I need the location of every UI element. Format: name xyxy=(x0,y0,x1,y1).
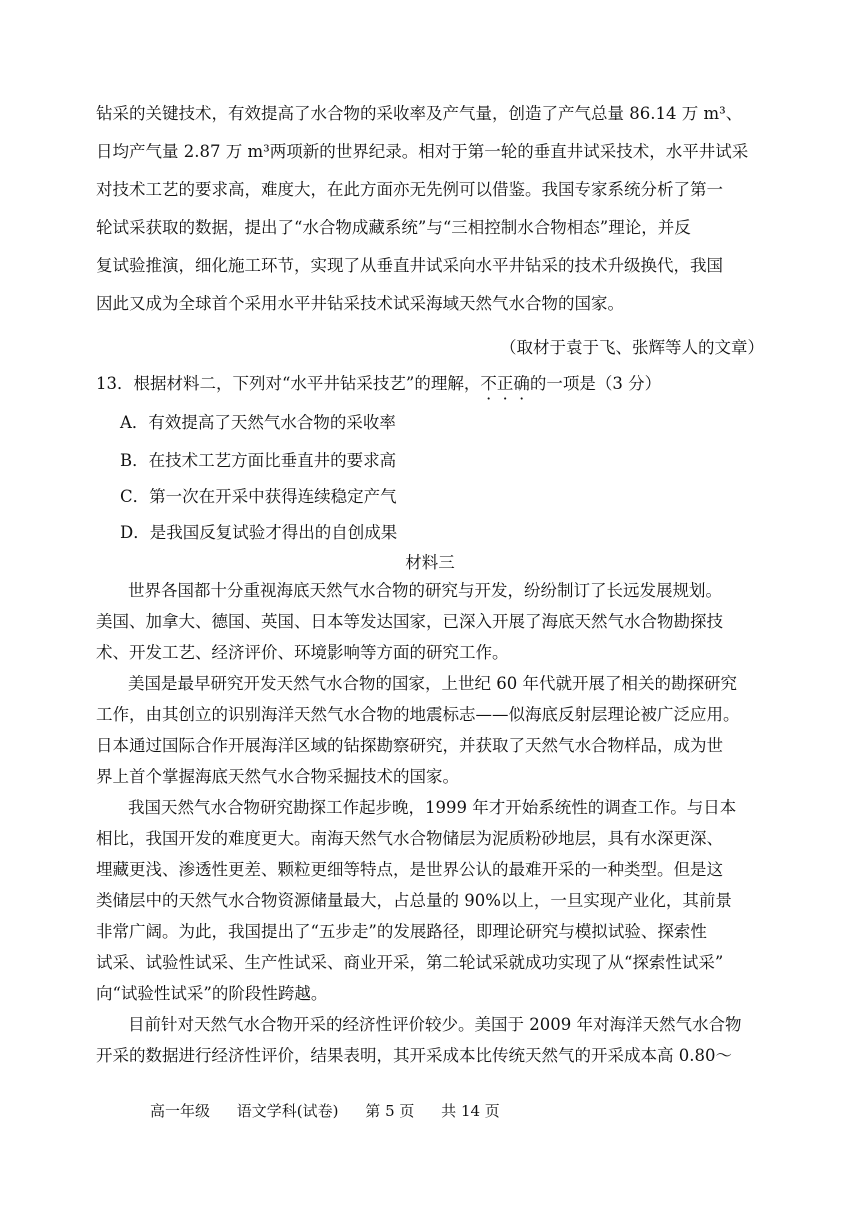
question-13 xyxy=(96,373,661,395)
body-line: 轮试采获取的数据，提出了“水合物成藏系统”与“三相控制水合物相态”理论，并反 xyxy=(96,218,691,237)
body-line: 美国、加拿大、德国、英国、日本等发达国家，已深入开展了海底天然气水合物勘探技 xyxy=(96,612,723,631)
option-b: B．在技术工艺方面比垂直井的要求高 xyxy=(120,451,397,470)
body-line: 目前针对天然气水合物开采的经济性评价较少。美国于 2009 年对海洋天然气水合物 xyxy=(128,1015,742,1034)
material3-heading: 材料三 xyxy=(405,553,455,572)
question-prefix: 13．根据材料二，下列对“水平井钻采技艺”的理解， xyxy=(96,374,481,393)
body-line: 开采的数据进行经济性评价，结果表明，其开采成本比传统天然气的开采成本高 0.80～ xyxy=(96,1046,732,1065)
body-line: 类储层中的天然气水合物资源储量最大，占总量的 90%以上，一旦实现产业化，其前景 xyxy=(96,891,732,910)
body-line: 相比，我国开发的难度更大。南海天然气水合物储层为泥质粉砂地层，具有水深更深、 xyxy=(96,829,723,848)
footer-subject: 语文学科(试卷) xyxy=(236,1102,339,1120)
body-line: 日本通过国际合作开展海洋区域的钻探勘察研究，并获取了天然气水合物样品，成为世 xyxy=(96,736,723,755)
body-line: 美国是最早研究开发天然气水合物的国家，上世纪 60 年代就开展了相关的勘探研究 xyxy=(128,674,737,693)
source-citation: （取材于袁于飞、张辉等人的文章） xyxy=(500,338,764,357)
body-line: 日均产气量 2.87 万 m³两项新的世界纪录。相对于第一轮的垂直井试采技术，水平井试采 xyxy=(96,142,749,161)
body-line: 复试验推演，细化施工环节，实现了从垂直井试采向水平井钻采的技术升级换代，我国 xyxy=(96,256,723,275)
option-a: A．有效提高了天然气水合物的采收率 xyxy=(120,413,396,432)
body-line: 对技术工艺的要求高，难度大，在此方面亦无先例可以借鉴。我国专家系统分析了第一 xyxy=(96,180,723,199)
footer-grade: 高一年级 xyxy=(150,1102,211,1120)
body-line: 钻采的关键技术，有效提高了水合物的采收率及产气量，创造了产气总量 86.14 万 m³、 xyxy=(96,104,743,123)
body-line: 试采、试验性试采、生产性试采、商业开采，第二轮试采就成功实现了从“探索性试采” xyxy=(96,953,724,972)
emphasis-char: 正 xyxy=(496,374,514,393)
footer-page: 第 5 页 xyxy=(365,1102,415,1120)
emphasis-char: 不 xyxy=(480,374,497,393)
body-line: 我国天然气水合物研究勘探工作起步晚，1999 年才开始系统性的调查工作。与日本 xyxy=(128,798,737,817)
page-footer xyxy=(150,1100,522,1121)
body-line: 向“试验性试采”的阶段性跨越。 xyxy=(96,984,328,1003)
emphasis-char: 确 xyxy=(513,374,530,393)
body-line: 埋藏更浅、渗透性更差、颗粒更细等特点，是世界公认的最难开采的一种类型。但是这 xyxy=(96,860,723,879)
body-line: 因此又成为全球首个采用水平井钻采技术试采海域天然气水合物的国家。 xyxy=(96,294,624,313)
footer-total: 共 14 页 xyxy=(441,1102,500,1120)
question-suffix: 的一项是（3 分） xyxy=(529,374,662,393)
option-d: D．是我国反复试验才得出的自创成果 xyxy=(120,523,398,542)
body-line: 世界各国都十分重视海底天然气水合物的研究与开发，纷纷制订了长远发展规划。 xyxy=(128,581,722,600)
body-line: 界上首个掌握海底天然气水合物采掘技术的国家。 xyxy=(96,767,459,786)
option-c: C．第一次在开采中获得连续稳定产气 xyxy=(120,487,397,506)
body-line: 工作，由其创立的识别海洋天然气水合物的地震标志——似海底反射层理论被广泛应用。 xyxy=(96,705,740,724)
body-line: 术、开发工艺、经济评价、环境影响等方面的研究工作。 xyxy=(96,643,509,662)
body-line: 非常广阔。为此，我国提出了“五步走”的发展路径，即理论研究与模拟试验、探索性 xyxy=(96,922,707,941)
